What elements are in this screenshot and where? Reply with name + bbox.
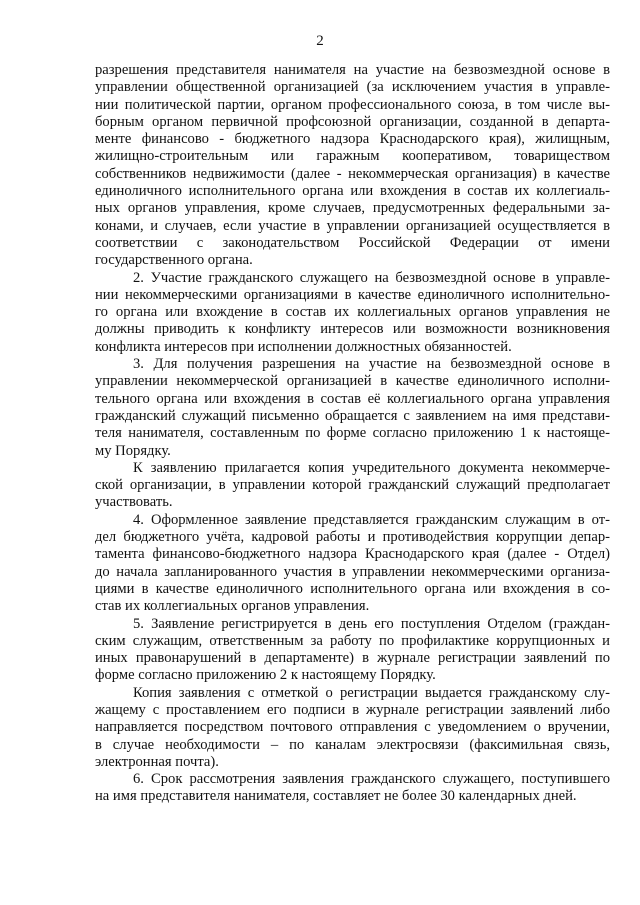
- text-line: до начала запланированного участия в управлении некоммерческими организа-: [95, 563, 610, 580]
- document-body: [95, 62, 610, 806]
- text-line: К заявлению прилагается копия учредительного документа некоммерче-: [133, 459, 610, 476]
- text-line: 6. Срок рассмотрения заявления гражданского служащего, поступившего: [133, 771, 610, 788]
- text-line: управлении некоммерческой организацией в качестве единоличного исполни-: [95, 373, 610, 390]
- text-line: участвовать.: [95, 494, 173, 511]
- text-line: менте финансово - бюджетного надзора Краснодарского края), жилищным,: [95, 131, 610, 148]
- text-line: ных органов управления, кроме случаев, предусмотренных федеральными за-: [95, 200, 610, 217]
- text-line: форме согласно приложению 2 к настоящему Порядку.: [95, 667, 436, 684]
- text-line: соответствии с законодательством Российской Федерации от имени: [95, 234, 610, 251]
- text-line: нии политической партии, органом профессионального союза, в том числе вы-: [95, 96, 610, 113]
- text-line: тельного органа или вхождения в состав её коллегиального органа управления: [95, 390, 610, 407]
- text-line: управлении общественной организацией (за исключением участия в управле-: [95, 79, 610, 96]
- text-line: иных правонарушений в департаменте) в журнале регистрации заявлений по: [95, 650, 610, 667]
- text-line: 5. Заявление регистрируется в день его поступления Отделом (граждан-: [133, 615, 610, 632]
- text-line: электронная почта).: [95, 753, 219, 770]
- text-line: должны приводить к конфликту интересов или возможности возникновения: [95, 321, 610, 338]
- text-line: став их коллегиальных органов управления.: [95, 598, 370, 615]
- text-line: 3. Для получения разрешения на участие на безвозмездной основе в: [133, 356, 610, 373]
- text-line: разрешения представителя нанимателя на участие на безвозмездной основе в: [95, 62, 610, 78]
- page-number: 2: [316, 33, 324, 49]
- text-line: нии некоммерческими организациями в качестве единоличного исполнительно-: [95, 286, 610, 303]
- text-line: жащему с проставлением его подписи в журнале регистрации заявлений либо: [95, 701, 610, 718]
- text-line: конами, и случаев, если участие в управлении организацией осуществляется в: [95, 217, 610, 234]
- text-line: государственного органа.: [95, 252, 253, 269]
- text-line: теля нанимателя, составленным по форме согласно приложению 1 к настояще-: [95, 425, 610, 442]
- text-line: ской организации, в управлении которой гражданский служащий предполагает: [95, 477, 610, 494]
- text-line: направляется посредством почтового отправления с уведомлением о вручении,: [95, 719, 610, 736]
- text-line: Копия заявления с отметкой о регистрации выдается гражданскому слу-: [133, 684, 610, 701]
- text-line: конфликта интересов при исполнении должностных обязанностей.: [95, 338, 512, 355]
- text-line: 2. Участие гражданского служащего на безвозмездной основе в управле-: [133, 269, 610, 286]
- text-line: гражданский служащий письменно обращается с заявлением на имя представи-: [95, 407, 610, 424]
- text-line: го органа или вхождение в состав их коллегиальных органов управления не: [95, 304, 610, 321]
- text-line: тамента финансово-бюджетного надзора Краснодарского края (далее - Отдел): [95, 546, 610, 563]
- text-line: 4. Оформленное заявление представляется гражданским служащим в от-: [133, 511, 610, 528]
- text-line: единоличного исполнительного органа или вхождения в состав их коллегиаль-: [95, 183, 610, 200]
- text-line: ским служащим, ответственным за работу по профилактике коррупционных и: [95, 632, 610, 649]
- text-line: собственников недвижимости (далее - некоммерческая организация) в качестве: [95, 165, 610, 182]
- text-line: циями в качестве единоличного исполнительного органа или вхождения в со-: [95, 580, 610, 597]
- text-line: борным органом первичной профсоюзной организации, созданной в департа-: [95, 113, 610, 130]
- text-line: на имя представителя нанимателя, составляет не более 30 календарных дней.: [95, 788, 577, 805]
- text-line: жилищно-строительным или гаражным кооперативом, товариществом: [95, 148, 610, 165]
- text-line: в случае необходимости – по каналам электросвязи (факсимильная связь,: [95, 736, 610, 753]
- text-line: му Порядку.: [95, 442, 171, 459]
- text-line: дел бюджетного учёта, кадровой работы и противодействия коррупции депар-: [95, 529, 610, 546]
